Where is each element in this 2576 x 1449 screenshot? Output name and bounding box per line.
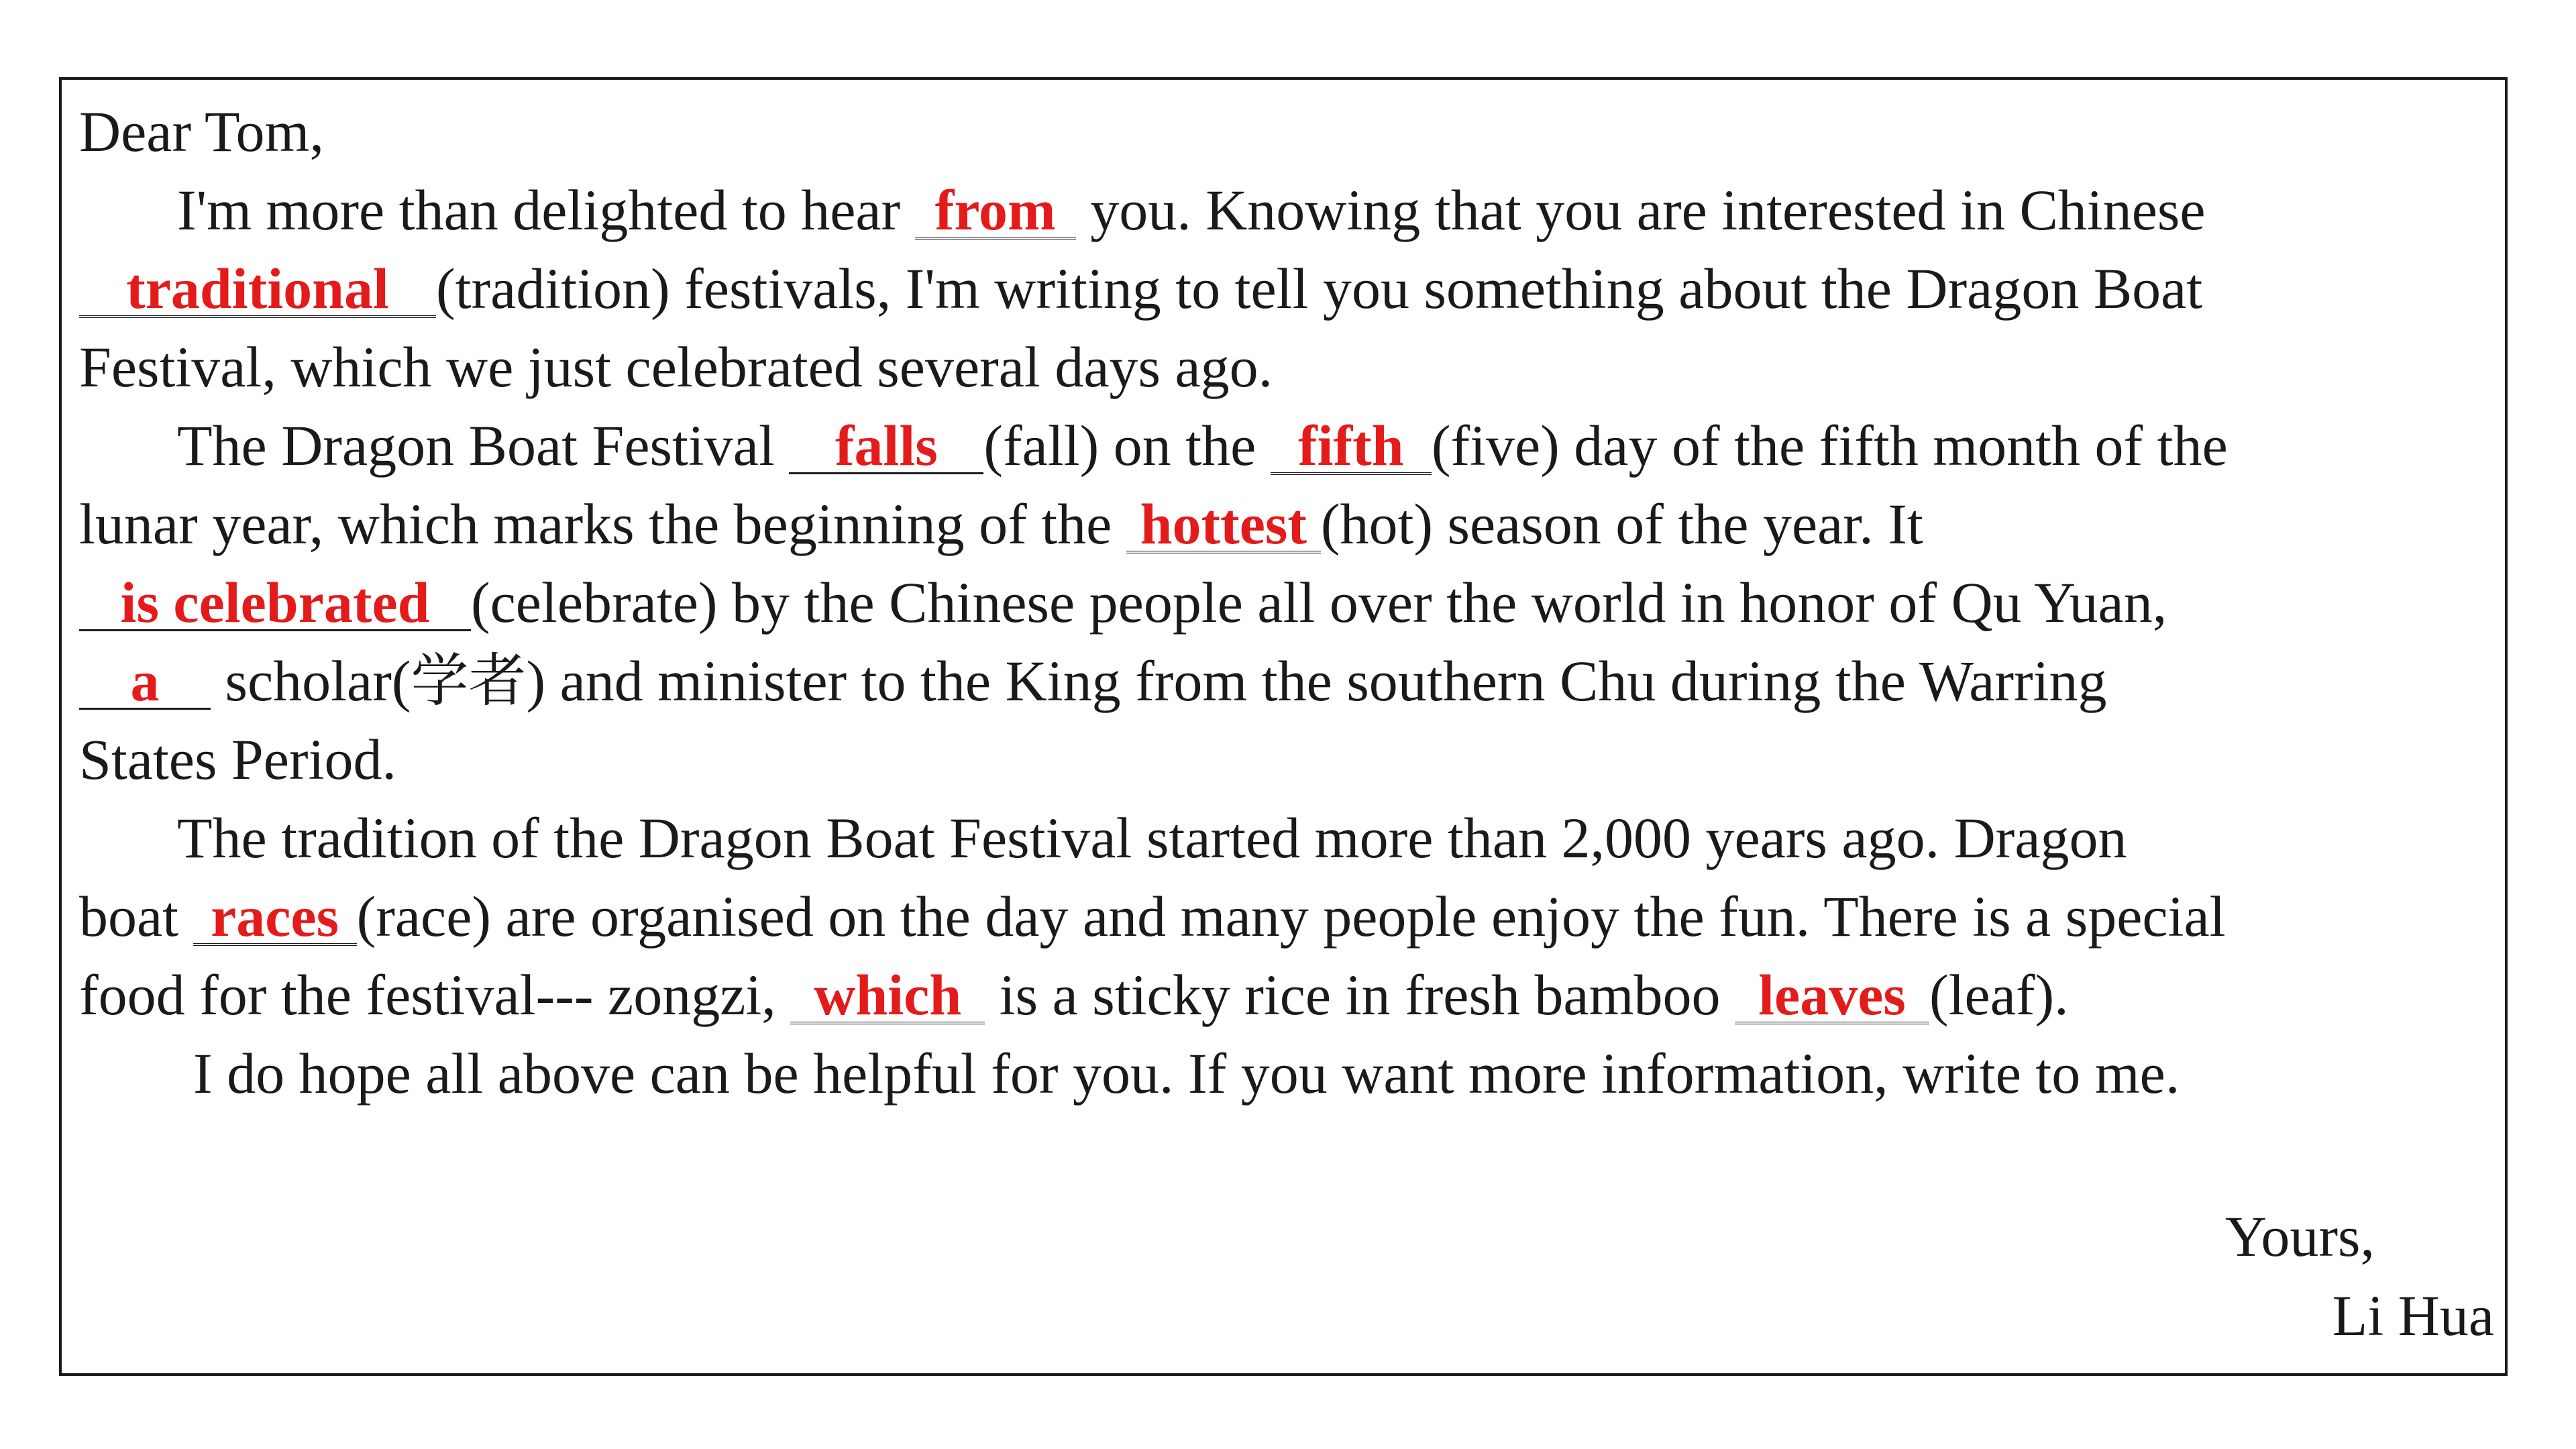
answer-fifth: fifth [1298, 413, 1404, 478]
answer-leaves: leaves [1758, 963, 1906, 1027]
paragraph-4: I do hope all above can be helpful for you. If you want more information, write to me. [193, 1041, 2180, 1106]
blank-answer-9 [790, 963, 985, 1027]
text: scholar(学者) and minister to the King from the southern Chu during the Warring [211, 649, 2107, 713]
paragraph-2-line-1 [79, 407, 2494, 485]
blank-answer-4 [1271, 413, 1432, 478]
text: you. Knowing that you are interested in Chinese [1075, 178, 2206, 242]
answer-from: from [934, 178, 1056, 242]
letter-body [79, 93, 2494, 1113]
text: (race) are organised on the day and many people enjoy the fun. There is a special [356, 884, 2226, 949]
answer-which: which [814, 963, 962, 1027]
paragraph-3-line-2 [79, 877, 2494, 956]
text: (celebrate) by the Chinese people all over the world in honor of Qu Yuan, [471, 570, 2167, 635]
blank-answer-2 [79, 256, 436, 321]
closing: Yours, [2224, 1204, 2375, 1269]
text: (tradition) festivals, I'm writing to tell you something about the Dragon Boat [436, 256, 2203, 321]
paragraph-2-line-4 [79, 642, 2494, 720]
text: lunar year, which marks the beginning of the [79, 492, 1126, 556]
blank-answer-1 [915, 178, 1076, 242]
paragraph-1-line-2 [79, 250, 2494, 328]
signature: Li Hua [2332, 1283, 2494, 1348]
text: The Dragon Boat Festival [177, 413, 790, 478]
blank-answer-3 [789, 413, 983, 478]
paragraph-2-line-5: States Period. [79, 727, 396, 792]
text: (leaf). [1929, 963, 2069, 1027]
paragraph-2-line-3 [79, 564, 2494, 642]
paragraph-3-line-1: The tradition of the Dragon Boat Festival started more than 2,000 years ago. Dragon [177, 806, 2127, 870]
text: boat [79, 884, 193, 949]
blank-answer-8 [193, 884, 357, 949]
paragraph-1-line-3: Festival, which we just celebrated several days ago. [79, 335, 1273, 399]
answer-races: races [211, 884, 339, 949]
blank-answer-7 [79, 649, 211, 713]
answer-falls: falls [835, 413, 938, 478]
blank-answer-5 [1126, 492, 1321, 556]
greeting: Dear Tom, [79, 99, 324, 164]
text: is a sticky rice in fresh bamboo [985, 963, 1735, 1027]
text: (fall) on the [983, 413, 1271, 478]
paragraph-1-line-1 [79, 171, 2494, 250]
blank-answer-6 [79, 570, 471, 635]
text: (five) day of the fifth month of the [1431, 413, 2228, 478]
paragraph-3-line-3 [79, 956, 2494, 1034]
blank-answer-10 [1735, 963, 1929, 1027]
text: food for the festival--- zongzi, [79, 963, 791, 1027]
text: I'm more than delighted to hear [177, 178, 915, 242]
answer-a: a [130, 649, 160, 713]
answer-traditional: traditional [126, 256, 389, 321]
answer-is-celebrated: is celebrated [120, 570, 430, 635]
answer-hottest: hottest [1140, 492, 1307, 556]
text: (hot) season of the year. It [1320, 492, 1923, 556]
paragraph-2-line-2 [79, 485, 2494, 564]
